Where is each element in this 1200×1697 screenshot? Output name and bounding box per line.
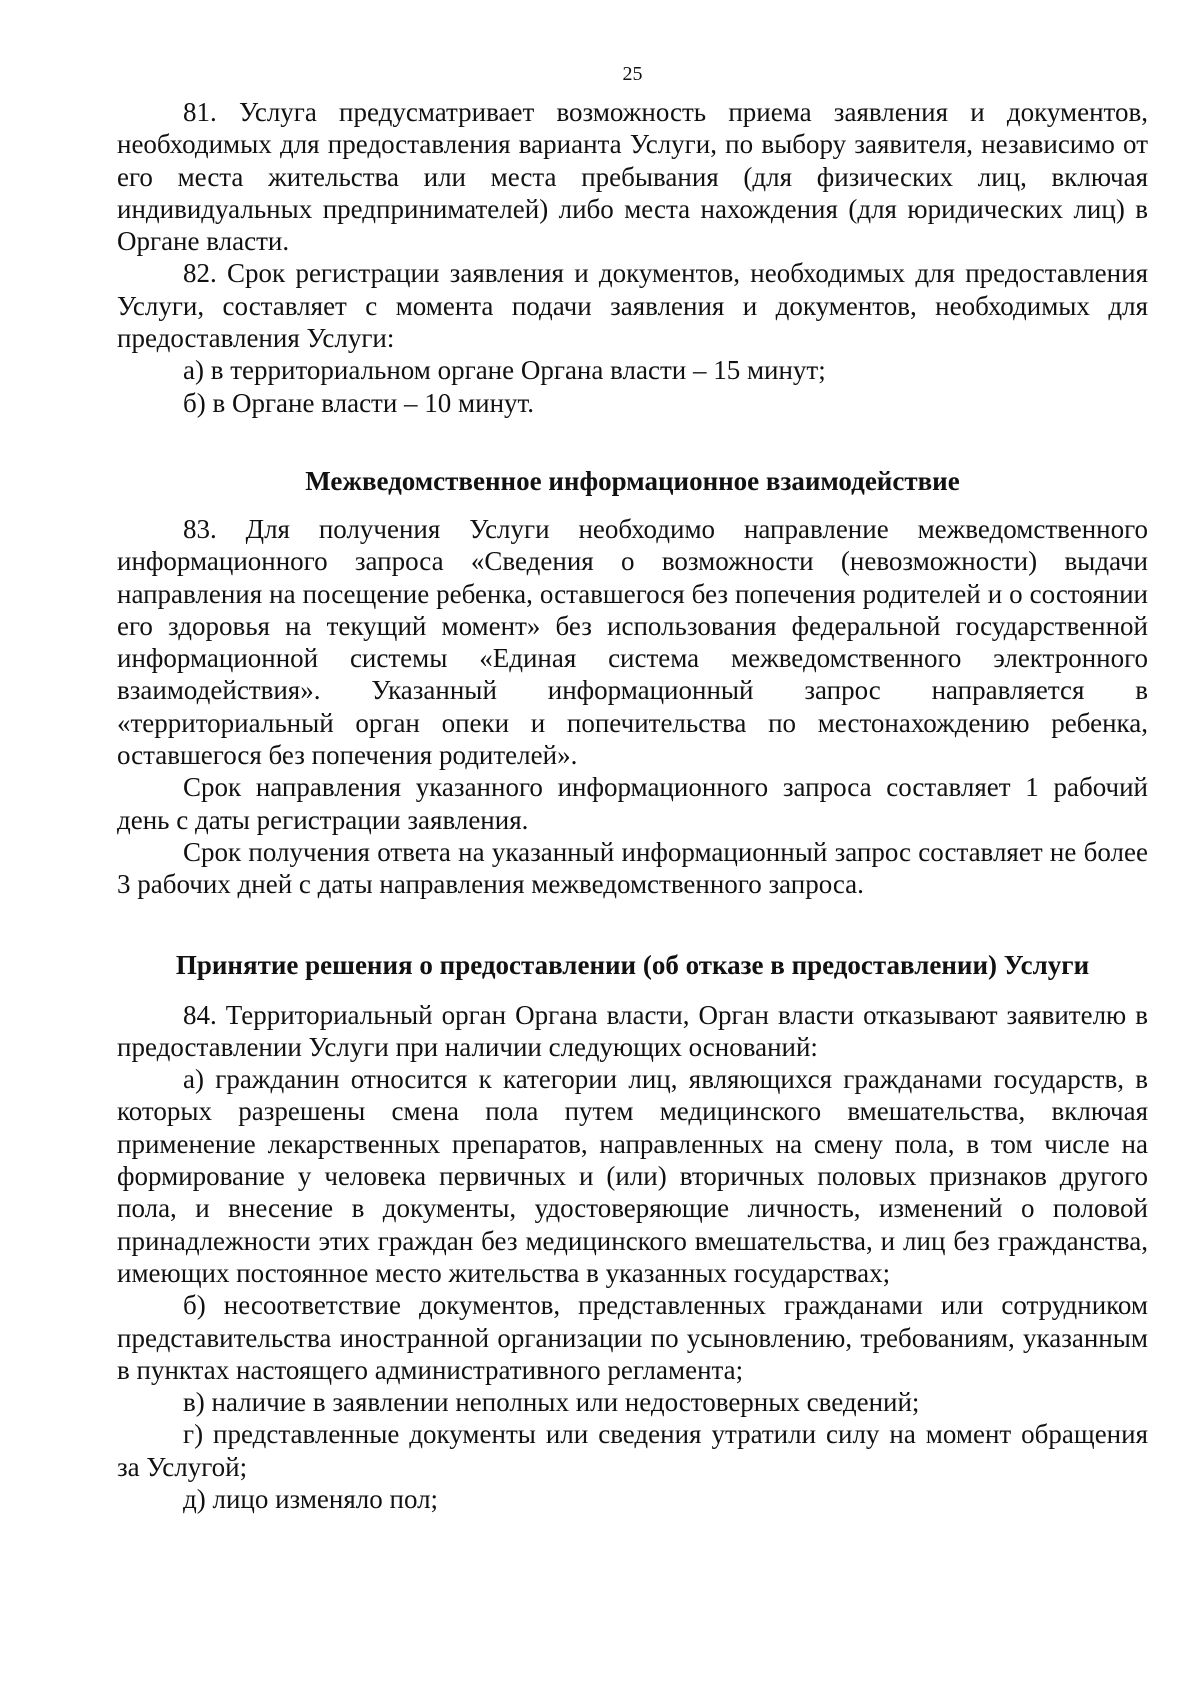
- list-item-84a: а) гражданин относится к категории лиц, являющихся гражданами государств, в которых разрешены смена пола путем медицинского вмешательства, включая применение лекарственных препаратов, направленных на смену пола, в том числе на формирование у человека первичных и (или) вторичных половых признаков другого пола, и внесение в документы, удостоверяющие личность, изменений о половой принадлежности этих граждан без медицинского вмешательства, и лиц без гражданства, имеющих постоянное место жительства в указанных государствах;: [117, 1064, 1148, 1288]
- paragraph-82: 82. Срок регистрации заявления и документов, необходимых для предоставления Услуги, составляет с момента подачи заявления и документов, необходимых для предоставления Услуги:: [117, 258, 1148, 354]
- paragraph-81: 81. Услуга предусматривает возможность приема заявления и документов, необходимых для предоставления варианта Услуги, по выбору заявителя, независимо от его места жительства или места пребывания (для физических лиц, включая индивидуальных предпринимателей) либо места нахождения (для юридических лиц) в Органе власти.: [117, 97, 1148, 257]
- list-item-84d: д) лицо изменяло пол;: [183, 1483, 439, 1514]
- section-heading-decision: Принятие решения о предоставлении (об отказе в предоставлении) Услуги: [175, 949, 1090, 980]
- list-item-82b: б) в Органе власти – 10 минут.: [183, 387, 535, 418]
- list-item-84v: в) наличие в заявлении неполных или недостоверных сведений;: [183, 1387, 920, 1418]
- list-item-84b: б) несоответствие документов, представленных гражданами или сотрудником представительства иностранной организации по усыновлению, требованиям, указанным в пунктах настоящего административного регламента;: [117, 1290, 1148, 1385]
- list-item-82a: а) в территориальном органе Органа власти – 15 минут;: [183, 355, 826, 386]
- section-heading-interagency: Межведомственное информационное взаимодействие: [305, 465, 960, 496]
- paragraph-83-response-term: Срок получения ответа на указанный информационный запрос составляет не более 3 рабочих дней с даты направления межведомственного запроса.: [117, 836, 1148, 900]
- document-page: [117, 62, 1148, 1515]
- list-item-84g: г) представленные документы или сведения утратили силу на момент обращения за Услугой;: [117, 1419, 1148, 1482]
- paragraph-83: 83. Для получения Услуги необходимо направление межведомственного информационного запроса «Сведения о возможности (невозможности) выдачи направления на посещение ребенка, оставшегося без попечения родителей и о состоянии его здоровья на текущий момент» без использования федеральной государственной информационной системы «Единая система межведомственного электронного взаимодействия». Указанный информационный запрос направляется в: [117, 513, 1148, 706]
- paragraph-84: 84. Территориальный орган Органа власти, Орган власти отказывают заявителю в предоставлении Услуги при наличии следующих оснований:: [117, 999, 1148, 1062]
- paragraph-83-request-term: Срок направления указанного информационного запроса составляет 1 рабочий день с даты регистрации заявления.: [117, 772, 1148, 835]
- page-number: 25: [622, 63, 643, 85]
- paragraph-83-continuation: «территориальный орган опеки и попечительства по местонахождению ребенка, оставшегося без попечения родителей».: [117, 707, 1148, 771]
